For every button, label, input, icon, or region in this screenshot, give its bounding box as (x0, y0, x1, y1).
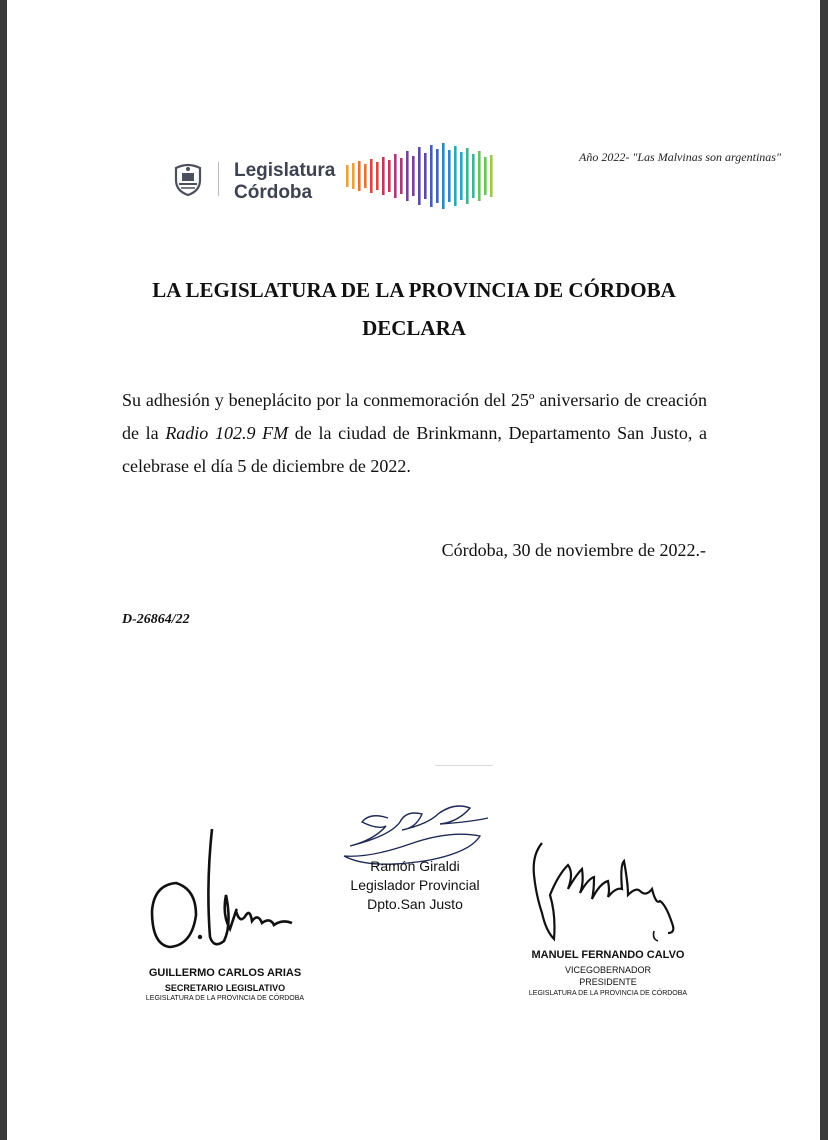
handwritten-signature-right (528, 835, 688, 945)
signer-role-center: Legislador Provincial (350, 877, 480, 893)
logo-bar (466, 148, 469, 204)
logo-bar (406, 151, 409, 201)
file-reference: D-26864/22 (122, 612, 190, 627)
logo-wordmark (234, 160, 335, 204)
faint-mark (435, 765, 493, 766)
signer-name-left: GUILLERMO CARLOS ARIAS (148, 967, 302, 979)
logo-bar (490, 155, 493, 197)
year-motto: Año 2022- "Las Malvinas son argentinas" (579, 150, 781, 164)
logo-bar (424, 153, 427, 199)
body-text-part1: Su adhesión y beneplácito por la conmemoración del 25º aniversario de creación de la (122, 390, 707, 443)
logo-bar (448, 150, 451, 202)
signer-institution-right: LEGISLATURA DE LA PROVINCIA DE CÓRDOBA (528, 990, 688, 997)
coat-of-arms-icon (172, 162, 204, 196)
place-and-date: Córdoba, 30 de noviembre de 2022.- (441, 540, 706, 560)
signature-block-center (330, 800, 500, 920)
logo-bar (472, 154, 475, 198)
signature-block-left (140, 825, 310, 1010)
logo-bar (370, 159, 373, 193)
signature-block-right (528, 835, 688, 1005)
logo-line1: Legislatura (234, 160, 336, 181)
signer-name-right: MANUEL FERNANDO CALVO (531, 949, 685, 961)
logo-bar (412, 156, 415, 196)
handwritten-signature-left (140, 825, 310, 955)
logo-bar (484, 157, 487, 195)
logo-sound-bars (346, 140, 502, 210)
signer-name-center: Ramón Giraldi (370, 858, 460, 874)
signer-role-left: SECRETARIO LEGISLATIVO (164, 983, 286, 993)
logo-bar (400, 158, 403, 194)
logo-bar (364, 164, 367, 188)
declaration-body (122, 384, 707, 483)
logo-bar (352, 163, 355, 189)
signer-role2-right: PRESIDENTE (579, 977, 637, 987)
logo-bar (460, 152, 463, 200)
logo-bar (388, 160, 391, 192)
logo-separator (218, 162, 219, 196)
logo-bar (436, 149, 439, 203)
legislatura-logo (172, 140, 502, 210)
logo-line2: Córdoba (234, 182, 313, 203)
page-edge-left (0, 0, 7, 1140)
logo-bar (418, 147, 421, 205)
logo-bar (442, 143, 445, 209)
signer-institution-left: LEGISLATURA DE LA PROVINCIA DE CÓRDOBA (145, 995, 305, 1002)
logo-bar (358, 161, 361, 191)
document-subheading: DECLARA (362, 316, 466, 340)
body-text-part2: de la ciudad de Brinkmann, Departamento San Justo, a celebrase el día 5 de diciembre de 2022. (122, 423, 707, 476)
page-edge-right (820, 0, 828, 1140)
signer-district-center: Dpto.San Justo (367, 896, 463, 912)
logo-bar (382, 157, 385, 195)
logo-bar (346, 165, 349, 187)
document-heading: LA LEGISLATURA DE LA PROVINCIA DE CÓRDOBA (152, 278, 676, 302)
logo-bar (430, 145, 433, 207)
logo-bar (454, 146, 457, 206)
logo-bar (394, 154, 397, 198)
radio-name: Radio 102.9 FM (165, 423, 289, 443)
logo-bar (478, 151, 481, 201)
logo-bar (376, 162, 379, 190)
signer-role1-right: VICEGOBERNADOR (564, 965, 651, 975)
